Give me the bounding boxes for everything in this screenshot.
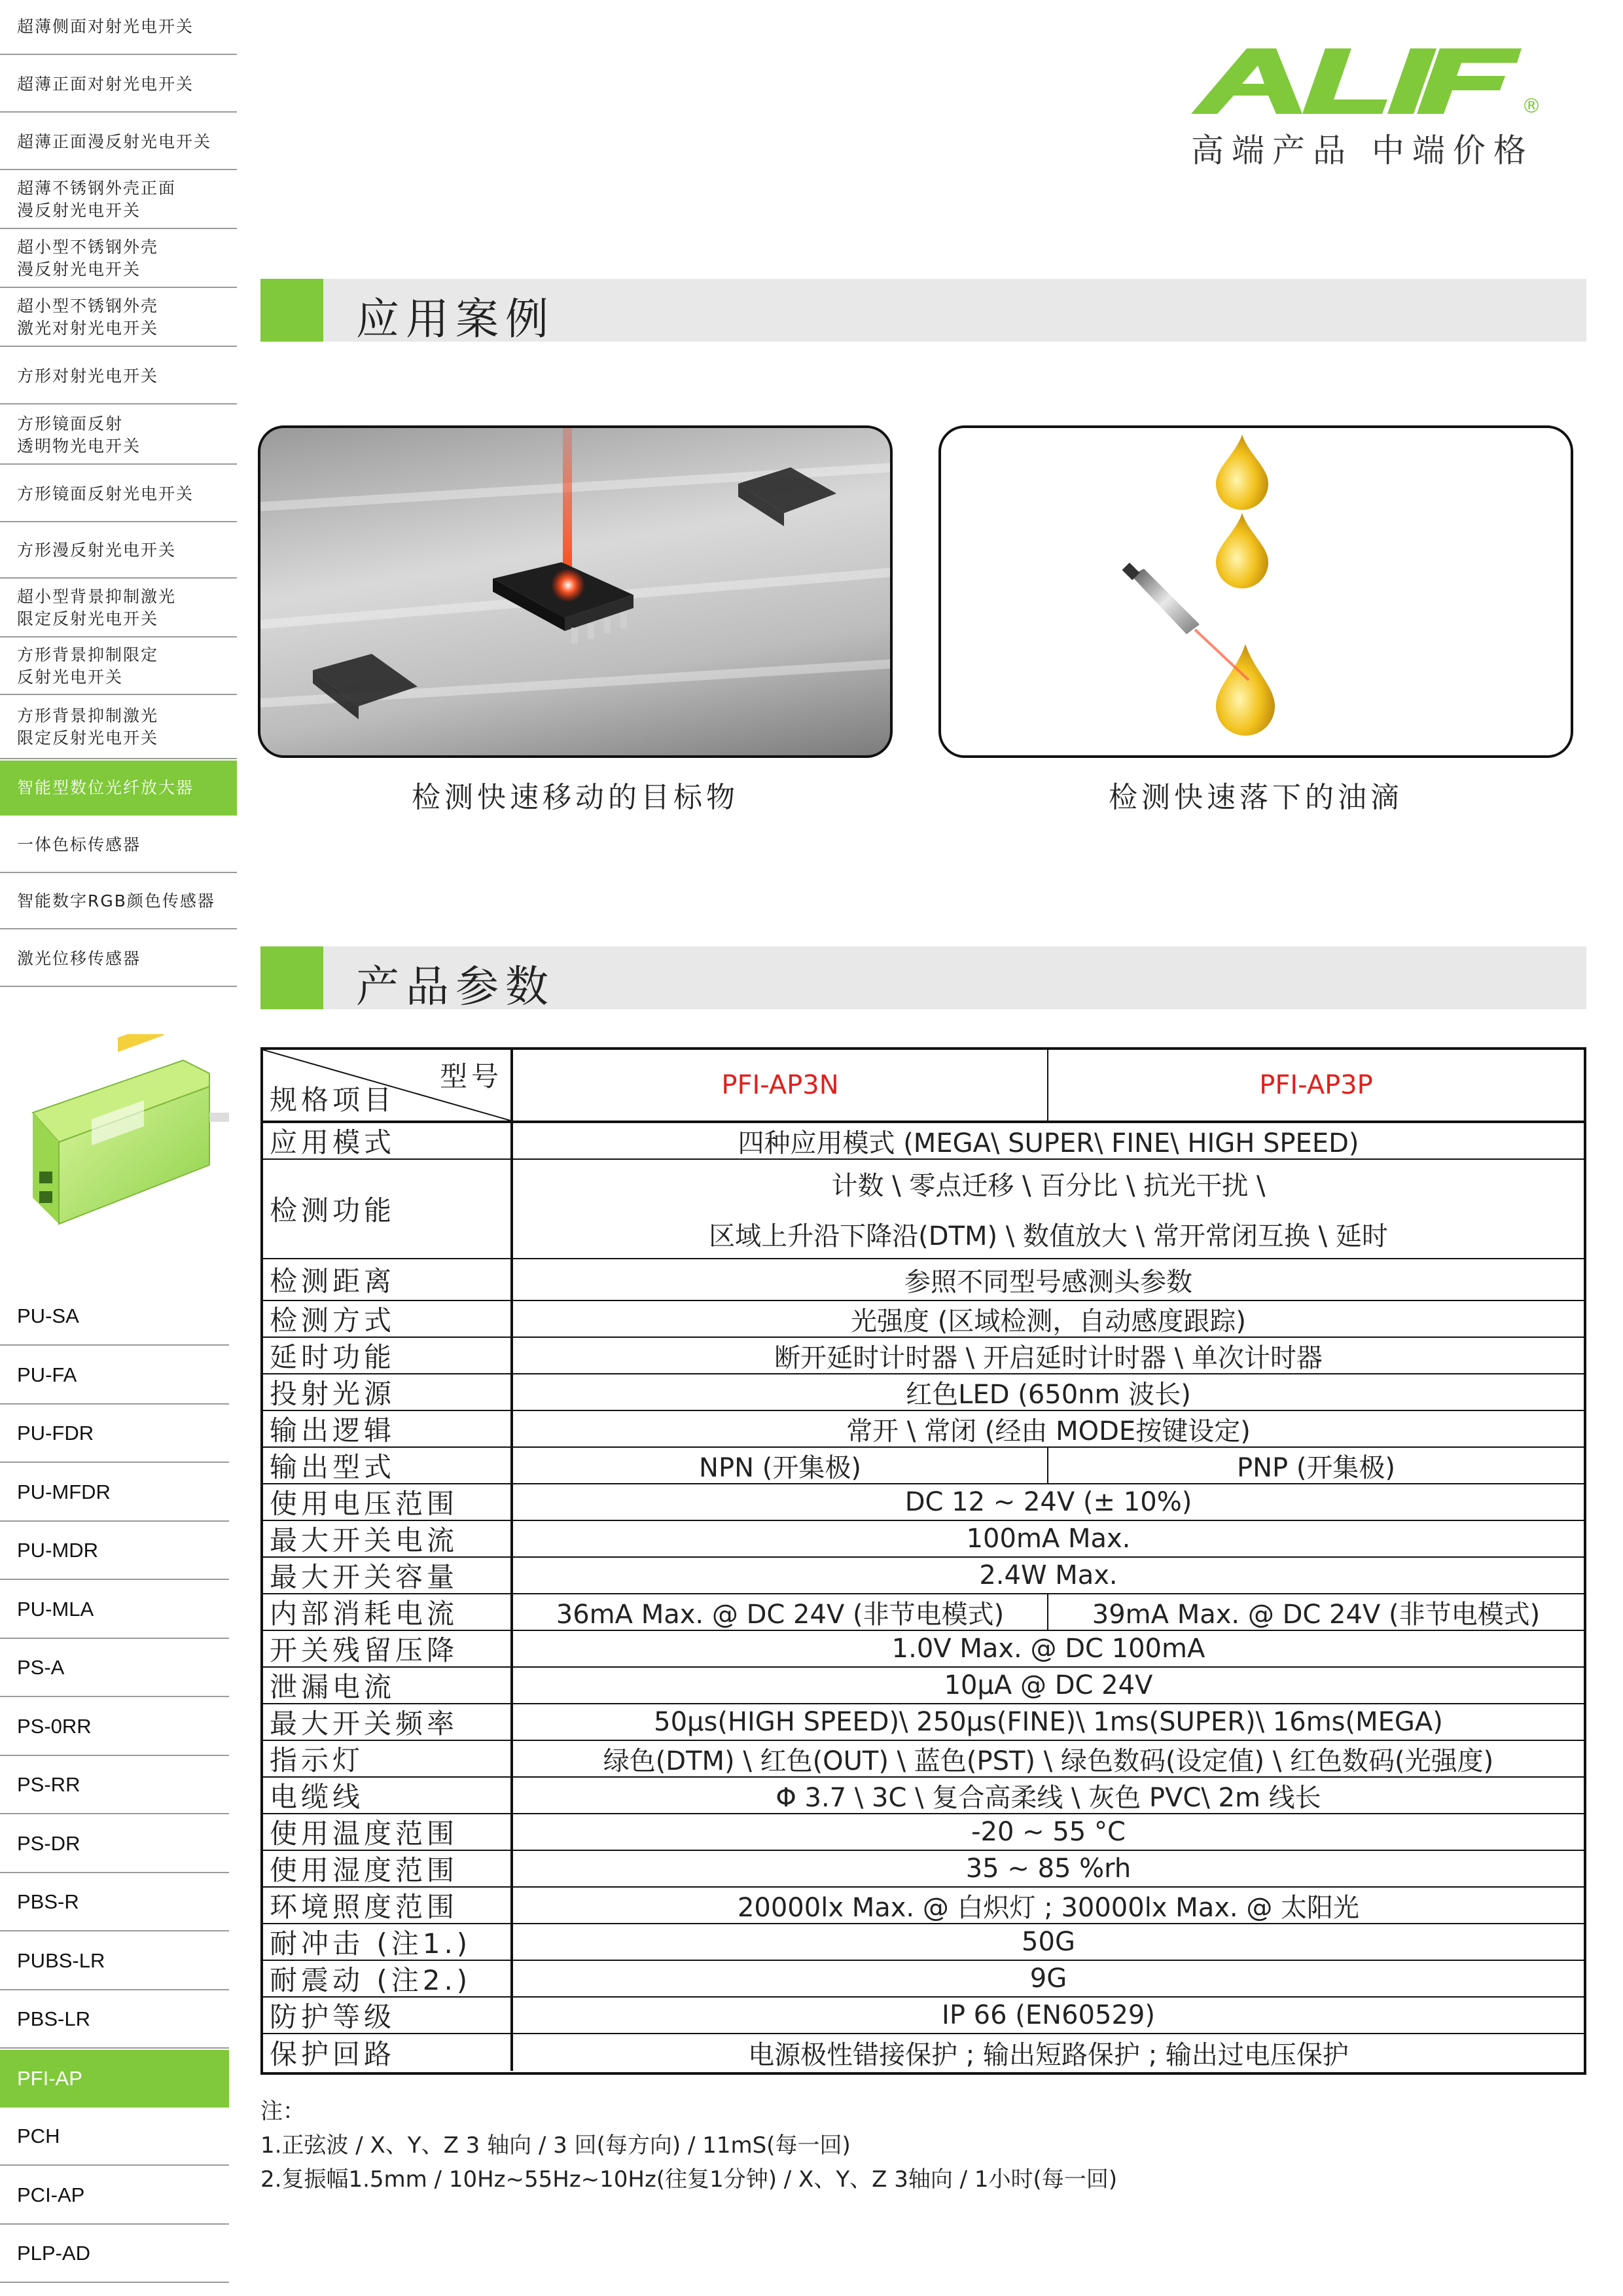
case-caption-1: 检测快速移动的目标物 xyxy=(412,781,739,814)
spec-row-value: 常开 \ 常闭 (经由 MODE按键设定) xyxy=(846,1416,1251,1446)
spec-row-label: 最大开关频率 xyxy=(263,1704,513,1740)
spec-row-label: 内部消耗电流 xyxy=(263,1594,513,1630)
sidebar-category-item[interactable]: 方形镜面反射 透明物光电开关 xyxy=(0,407,237,465)
sidebar-model-item[interactable]: PU-MLA xyxy=(0,1581,229,1639)
case-caption-2: 检测快速落下的油滴 xyxy=(1109,781,1403,814)
sidebar-category-item[interactable]: 超薄正面漫反射光电开关 xyxy=(0,115,237,170)
sidebar-category-item[interactable]: 激光位移传感器 xyxy=(0,932,237,987)
spec-row xyxy=(263,1448,1584,1484)
spec-row-value-a: NPN (开集极) xyxy=(513,1448,1048,1483)
spec-row-value: 20000lx Max. @ 白炽灯 ; 30000lx Max. @ 太阳光 xyxy=(737,1892,1360,1923)
spec-row-label: 使用电压范围 xyxy=(263,1484,513,1520)
sidebar-category-item[interactable]: 方形对射光电开关 xyxy=(0,350,237,404)
spec-row-label: 投射光源 xyxy=(263,1374,513,1410)
spec-row-value: 10µA @ DC 24V xyxy=(944,1670,1153,1700)
header-model-label: 型号 xyxy=(439,1060,503,1092)
spec-row-label: 开关残留压降 xyxy=(263,1631,513,1666)
spec-row xyxy=(263,1741,1584,1778)
spec-row xyxy=(263,1123,1584,1160)
model-b-header: PFI-AP3P xyxy=(1259,1070,1373,1100)
spec-row-value: 9G xyxy=(1029,1964,1067,1994)
spec-row xyxy=(263,1301,1584,1338)
sidebar-category-item[interactable]: 超薄不锈钢外壳正面 漫反射光电开关 xyxy=(0,171,237,229)
spec-row xyxy=(263,1851,1584,1888)
sidebar-model-item[interactable]: PFI-AP xyxy=(0,2050,229,2108)
note-2: 2.复振幅1.5mm / 10Hz~55Hz~10Hz(往复1分钟) / X、Y、Z 3轴向 / 1小时(每一回) xyxy=(260,2166,1118,2193)
spec-row-value: -20 ~ 55 °C xyxy=(971,1817,1126,1847)
sidebar-category-item[interactable]: 超薄正面对射光电开关 xyxy=(0,58,237,113)
spec-row-label: 检测方式 xyxy=(263,1301,513,1336)
section-marker xyxy=(260,946,323,1009)
spec-table xyxy=(260,1047,1586,2075)
section-title-params: 产品参数 xyxy=(356,961,555,1012)
spec-row-value: Φ 3.7 \ 3C \ 复合高柔线 \ 灰色 PVC\ 2m 线长 xyxy=(776,1782,1321,1813)
spec-row-label: 防护等级 xyxy=(263,1998,513,2033)
spec-row-label: 使用湿度范围 xyxy=(263,1851,513,1886)
spec-row xyxy=(263,1961,1584,1998)
spec-row xyxy=(263,1411,1584,1448)
sidebar-category-item[interactable]: 智能数字RGB颜色传感器 xyxy=(0,874,237,929)
spec-row-value: IP 66 (EN60529) xyxy=(942,2000,1155,2030)
sidebar-model-item[interactable]: PLP-AD xyxy=(0,2225,229,2283)
spec-row-label: 输出逻辑 xyxy=(263,1411,513,1446)
spec-row xyxy=(263,1814,1584,1851)
spec-row-value: 红色LED (650nm 波长) xyxy=(906,1379,1191,1410)
spec-row xyxy=(263,1778,1584,1814)
sidebar-model-item[interactable]: PBS-R xyxy=(0,1874,229,1931)
sidebar-model-item[interactable]: PU-FDR xyxy=(0,1405,229,1463)
spec-row-value-b: PNP (开集极) xyxy=(1236,1452,1396,1483)
spec-row-label: 指示灯 xyxy=(263,1741,513,1776)
header-corner-cell xyxy=(263,1050,513,1121)
spec-row-label: 检测功能 xyxy=(263,1160,513,1258)
sidebar-model-item[interactable]: PCH xyxy=(0,2108,229,2166)
spec-row-value-line2: 区域上升沿下降沿(DTM) \ 数值放大 \ 常开常闭互换 \ 延时 xyxy=(709,1221,1388,1251)
note-1: 1.正弦波 / X、Y、Z 3 轴向 / 3 回(每方向) / 11mS(每一回) xyxy=(260,2132,851,2159)
spec-row xyxy=(263,1631,1584,1668)
section-title-cases: 应用案例 xyxy=(356,294,555,344)
sidebar-model-item[interactable]: PU-MDR xyxy=(0,1522,229,1580)
spec-row xyxy=(263,1594,1584,1631)
slogan: 高端产品 中端价格 xyxy=(1191,132,1534,170)
spec-row xyxy=(263,1704,1584,1741)
sidebar-category-item[interactable]: 方形背景抑制激光 限定反射光电开关 xyxy=(0,696,237,759)
sidebar-model-item[interactable]: PU-FA xyxy=(0,1347,229,1405)
spec-row-value: 1.0V Max. @ DC 100mA xyxy=(891,1634,1205,1664)
sidebar-model-item[interactable]: PS-RR xyxy=(0,1757,229,1814)
spec-row-label: 环境照度范围 xyxy=(263,1888,513,1923)
spec-row xyxy=(263,1998,1584,2034)
case-photo-oil-drops xyxy=(938,425,1573,758)
header-item-label: 规格项目 xyxy=(270,1084,396,1116)
sidebar-category-item[interactable]: 方形镜面反射光电开关 xyxy=(0,467,237,522)
spec-row-value: 四种应用模式 (MEGA\ SUPER\ FINE\ HIGH SPEED) xyxy=(738,1128,1359,1158)
sidebar-category-item[interactable]: 方形漫反射光电开关 xyxy=(0,524,237,579)
oil-drop-illustration xyxy=(941,428,1573,758)
spec-row-value: 参照不同型号感测头参数 xyxy=(904,1266,1192,1297)
sidebar-model-item[interactable]: PS-0RR xyxy=(0,1698,229,1756)
spec-row-value-a: 36mA Max. @ DC 24V (非节电模式) xyxy=(513,1594,1048,1630)
section-header-cases xyxy=(260,279,1586,342)
sidebar-category-item[interactable]: 智能型数位光纤放大器 xyxy=(0,761,237,816)
spec-row xyxy=(263,2034,1584,2071)
spec-row-label: 输出型式 xyxy=(263,1448,513,1483)
spec-row xyxy=(263,1484,1584,1521)
sidebar-category-item[interactable]: 超小型不锈钢外壳 激光对射光电开关 xyxy=(0,289,237,347)
sidebar-model-item[interactable]: PS-DR xyxy=(0,1816,229,1873)
sidebar-model-item[interactable]: PBS-LR xyxy=(0,1991,229,2049)
model-a-header: PFI-AP3N xyxy=(513,1050,1048,1121)
spec-row-label: 耐冲击 (注1.) xyxy=(263,1924,513,1960)
spec-row-value: 绿色(DTM) \ 红色(OUT) \ 蓝色(PST) \ 绿色数码(设定值) \ 红色数码(光强度) xyxy=(603,1746,1494,1776)
notes xyxy=(260,2094,1117,2197)
sidebar-model-item[interactable]: PS-A xyxy=(0,1640,229,1697)
spec-row-label: 使用温度范围 xyxy=(263,1814,513,1850)
spec-row-label: 应用模式 xyxy=(263,1123,513,1158)
spec-row-value: 断开延时计时器 \ 开启延时计时器 \ 单次计时器 xyxy=(774,1342,1323,1373)
sidebar-category-item[interactable]: 方形背景抑制限定 反射光电开关 xyxy=(0,639,237,695)
spec-row xyxy=(263,1924,1584,1961)
spec-row-label: 延时功能 xyxy=(263,1338,513,1373)
registered-mark: ® xyxy=(1522,95,1541,118)
sidebar-model-item[interactable]: PU-MFDR xyxy=(0,1464,229,1522)
spec-row xyxy=(263,1374,1584,1411)
spec-row-label: 最大开关容量 xyxy=(263,1558,513,1593)
case-photo-moving-target xyxy=(258,425,893,758)
spec-row xyxy=(263,1338,1584,1374)
sidebar-model-item[interactable]: PUBS-LR xyxy=(0,1933,229,1990)
spec-row-value: 50µs(HIGH SPEED)\ 250µs(FINE)\ 1ms(SUPER)\ 16ms(MEGA) xyxy=(654,1707,1443,1737)
sidebar-category-item[interactable]: 超小型背景抑制激光 限定反射光电开关 xyxy=(0,580,237,637)
spec-row-value: 100mA Max. xyxy=(966,1524,1131,1554)
spec-row-label: 最大开关电流 xyxy=(263,1521,513,1556)
spec-row xyxy=(263,1668,1584,1704)
sidebar-model-item[interactable]: PCI-AP xyxy=(0,2167,229,2225)
spec-row-label: 电缆线 xyxy=(263,1778,513,1813)
spec-row xyxy=(263,1259,1584,1301)
spec-row-label: 泄漏电流 xyxy=(263,1668,513,1703)
spec-row xyxy=(263,1888,1584,1924)
spec-row-label: 保护回路 xyxy=(263,2034,513,2071)
spec-row-label: 耐震动 (注2.) xyxy=(263,1961,513,1996)
spec-row-value: DC 12 ~ 24V (± 10%) xyxy=(904,1487,1192,1517)
section-marker xyxy=(260,279,323,342)
sidebar-category-item[interactable]: 超薄侧面对射光电开关 xyxy=(0,0,237,55)
spec-row xyxy=(263,1160,1584,1259)
sidebar-model-item[interactable]: PU-SA xyxy=(0,1288,229,1346)
chip-illustration xyxy=(260,428,893,758)
spec-row-value: 2.4W Max. xyxy=(979,1560,1118,1590)
spec-row xyxy=(263,1558,1584,1594)
spec-row-value: 光强度 (区域检测，自动感度跟踪) xyxy=(851,1306,1246,1336)
spec-row-value-line1: 计数 \ 零点迁移 \ 百分比 \ 抗光干扰 \ xyxy=(831,1171,1266,1201)
section-header-params xyxy=(260,946,1586,1012)
spec-row xyxy=(263,1521,1584,1558)
spec-row-value: 50G xyxy=(1022,1927,1075,1957)
product-image xyxy=(20,1034,229,1230)
spec-header-row xyxy=(263,1050,1584,1123)
sidebar-category-item[interactable]: 一体色标传感器 xyxy=(0,818,237,873)
sidebar-category-item[interactable]: 超小型不锈钢外壳 漫反射光电开关 xyxy=(0,230,237,288)
spec-row-label: 检测距离 xyxy=(263,1259,513,1300)
spec-row-value-b: 39mA Max. @ DC 24V (非节电模式) xyxy=(1092,1599,1541,1630)
notes-heading: 注： xyxy=(260,2098,305,2125)
spec-row-value: 电源极性错接保护 ; 输出短路保护 ; 输出过电压保护 xyxy=(748,2039,1349,2070)
spec-row-value: 35 ~ 85 %rh xyxy=(965,1854,1132,1884)
